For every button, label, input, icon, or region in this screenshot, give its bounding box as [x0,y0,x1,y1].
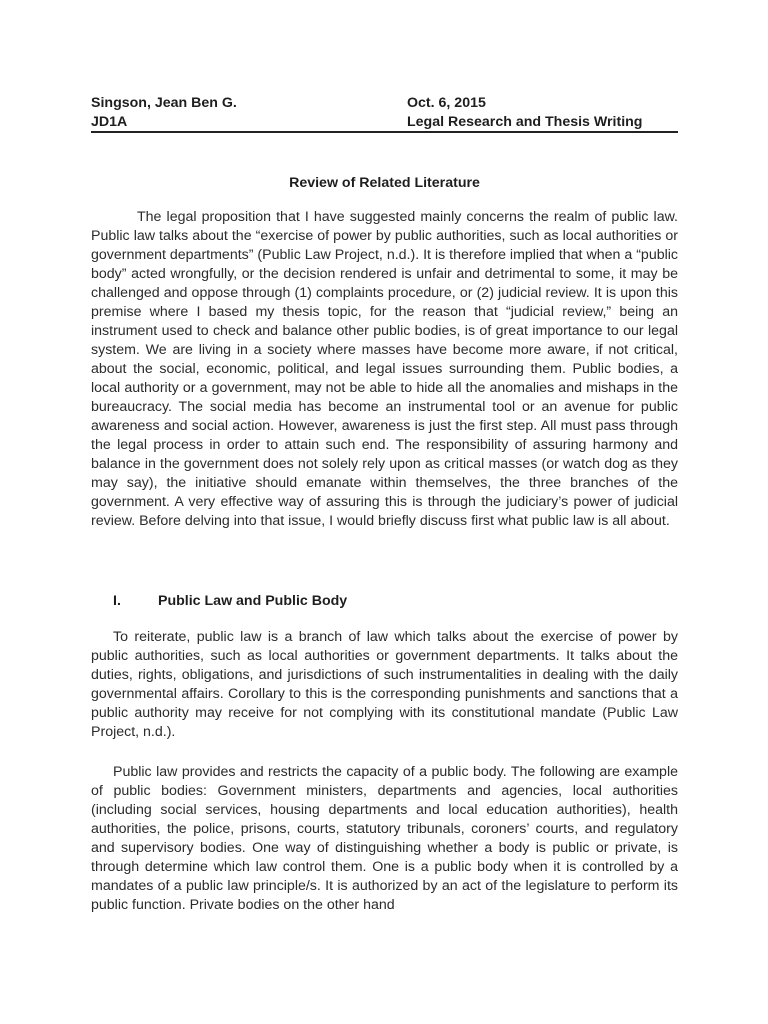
document-header [91,94,678,132]
paragraph-public-law: To reiterate, public law is a branch of law which talks about the exercise of power by public authorities, such as local authorities or government departments. It talks about the duties, rights, obligations, and jurisdictions of such instrumentalities in dealing with the daily governmental affairs. Corollary to this is the corresponding punishments and sanctions that a public authority may receive for not complying with its constitutional mandate (Public Law Project, n.d.). [91,629,678,740]
section-heading [113,592,347,610]
paragraph-introduction: The legal proposition that I have suggested mainly concerns the realm of public law. Public law talks about the “exercise of power by public authorities, such as local authorities or government departments” (Public Law Project, n.d.). It is therefore implied that when a “public body” acted wrongfully, or the decision rendered is unfair and detrimental to some, it may be challenged and oppose through (1) complaints procedure, or (2) judicial review. It is upon this premise where I based my thesis topic, for the reason that “judicial review,” being an instrument used to check and balance other public bodies, is of great importance to our legal system. We are living in a society where masses have become more aware, if not critical, about the social, economic, political, and legal issues surrounding them. Public bodies, a local authority or a government, may not be able to hide all the anomalies and mishaps in the bureaucracy. The social media has become an instrumental tool or an avenue for public awareness and social action. However, awareness is just the first step. All must pass through the legal process in order to attain such end. The responsibility of assuring harmony and balance in the government does not solely rely upon as critical masses (or watch dog as they may say), the initiative should emanate within themselves, the three branches of the government. A very effective way of assuring this is through the judiciary’s power of judicial review. Before delving into that issue, I would briefly discuss first what public law is all about. [91,209,678,529]
header-row-1 [91,94,678,113]
author-name: Singson, Jean Ben G. [91,95,237,111]
document-title: Review of Related Literature [289,175,480,191]
section-number: I. [113,593,121,609]
header-divider [91,131,678,133]
document-date: Oct. 6, 2015 [407,95,486,111]
header-row-2 [91,113,678,132]
course-name: Legal Research and Thesis Writing [407,114,643,130]
section-title: Public Law and Public Body [158,593,348,609]
paragraph-public-bodies: Public law provides and restricts the capacity of a public body. The following are example of public bodies: Government ministers, departments and agencies, local authorities (including social services, housing departments and local education authorities), health authorities, the police, prisons, courts, statutory tribunals, coroners’ courts, and regulatory and supervisory bodies. One way of distinguishing whether a body is public or private, is through determine which law control them. One is a public body when it is controlled by a mandates of a public law principle/s. It is authorized by an act of the legislature to perform its public function. Private bodies on the other hand [91,764,678,913]
class-code: JD1A [91,114,128,130]
